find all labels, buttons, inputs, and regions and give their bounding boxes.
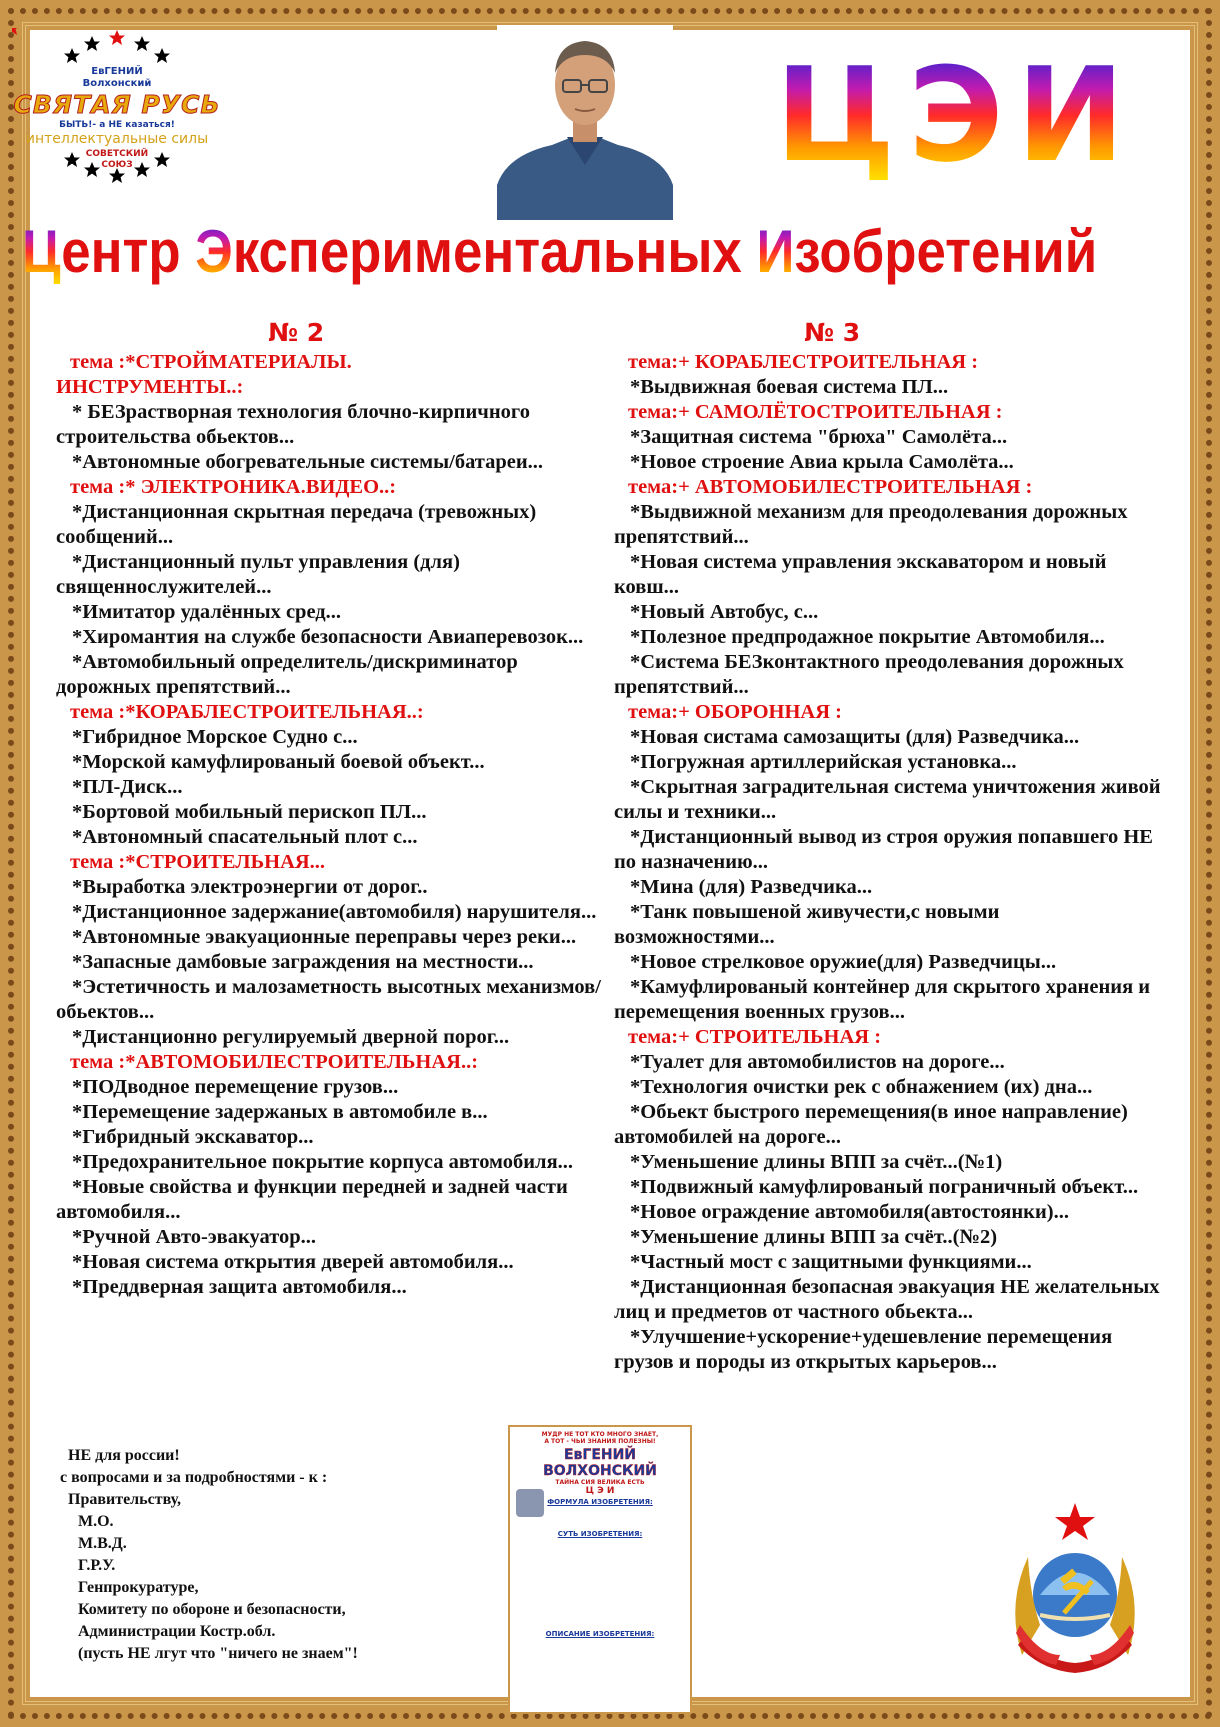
invention-item: *Эстетичность и малозаметность высотных механизмов/обьектов... [56, 976, 601, 1023]
topic-heading: тема :*СТРОЙМАТЕРИАЛЫ. [70, 351, 352, 373]
invention-item: *Подвижный камуфлированый пограничный объект... [630, 1176, 1139, 1198]
mini-quote-2: А ТОТ - ЧЬИ ЗНАНИЯ ПОЛЕЗНЫ! [544, 1438, 656, 1445]
invention-item: *Дистанционная безопасная эвакуация НЕ желательных лиц и предметов от частного обьекта... [614, 1276, 1160, 1323]
invention-item: *Гибридный экскаватор... [72, 1126, 314, 1148]
invention-item: *Камуфлированый контейнер для скрытого хранения и перемещения военных грузов... [614, 976, 1151, 1023]
invention-item: *Автомобильный определитель/дискриминатор дорожных препятствий... [56, 651, 518, 698]
topic-heading: тема :* ЭЛЕКТРОНИКА.ВИДЕО..: [70, 476, 397, 498]
note-line: НЕ для россии! [68, 1447, 180, 1464]
invention-item: *Новая система открытия дверей автомобиля... [72, 1251, 514, 1273]
invention-item: *Перемещение задержаных в автомобиле в... [72, 1101, 488, 1123]
invention-item: *Имитатор удалённых сред... [72, 601, 342, 623]
topic-heading: тема :*КОРАБЛЕСТРОИТЕЛЬНАЯ..: [70, 701, 424, 723]
invention-item: * БЕЗрастворная технология блочно-кирпичного строительства обьектов... [56, 401, 530, 448]
mini-description: ОПИСАНИЕ ИЗОБРЕТЕНИЯ: [545, 1630, 655, 1638]
invention-item: *Запасные дамбовые заграждения на местности... [72, 951, 534, 973]
invention-item: *Морской камуфлированый боевой объект... [72, 751, 485, 773]
invention-item: *Обьект быстрого перемещения(в иное направление) автомобилей на дороге... [614, 1101, 1128, 1148]
invention-item: *Дистанционное задержание(автомобиля) нарушителя... [72, 901, 597, 923]
title-word: ентр [61, 218, 196, 285]
invention-item: *Защитная система "брюха" Самолёта... [630, 426, 1008, 448]
mini-name: ЕвГЕНИЙ ВОЛХОНСКИЙ [543, 1447, 657, 1479]
note-line: Г.Р.У. [78, 1557, 116, 1574]
note-line: (пусть НЕ лгут что "ничего не знаем"! [78, 1645, 358, 1662]
cei-logotype [775, 40, 1125, 190]
invention-item: *Хиромантия на службе безопасности Авиаперевозок... [72, 626, 584, 648]
mini-poster [508, 1425, 692, 1714]
invention-item: *Погружная артиллерийская установка... [630, 751, 1017, 773]
invention-item: *Предохранительное покрытие корпуса автомобиля... [72, 1151, 574, 1173]
invention-item: *ПОДводное перемещение грузов... [72, 1076, 399, 1098]
topic-heading: тема:+ ОБОРОННАЯ : [628, 701, 842, 723]
invention-item: *Бортовой мобильный перископ ПЛ... [72, 801, 427, 823]
mini-photo-icon [516, 1489, 544, 1517]
logo-line-4: БЫТЬ!- а НЕ казаться! [59, 120, 175, 130]
cei-letter: И [1016, 39, 1125, 191]
logo [12, 28, 222, 188]
invention-item: *Частный мост с защитными функциями... [630, 1251, 1032, 1273]
invention-item: *Новый Автобус, с... [630, 601, 819, 623]
invention-item: *Дистанционно регулируемый дверной порог... [72, 1026, 510, 1048]
invention-item: *Выдвижной механизм для преодолевания дорожных препятствий... [614, 501, 1128, 548]
invention-item: *Новое стрелковое оружие(для) Разведчицы... [630, 951, 1057, 973]
invention-item: *Уменьшение длины ВПП за счёт...(№1) [630, 1151, 1003, 1173]
logo-line-2: Волхонский [82, 78, 152, 89]
invention-item: *Новая систама самозащиты (для) Разведчика... [630, 726, 1080, 748]
invention-item: *Выдвижная боевая система ПЛ... [630, 376, 949, 398]
mini-motto: ТАЙНА СИЯ ВЕЛИКА ЕСТЬ [555, 1479, 645, 1486]
column-number-right: № 3 [804, 318, 861, 347]
invention-item: *Туалет для автомобилистов на дороге... [630, 1051, 1005, 1073]
mini-cei: Ц Э И [585, 1486, 615, 1496]
invention-item: *Уменьшение длины ВПП за счёт..(№2) [630, 1226, 998, 1248]
title-cap: Э [195, 218, 233, 285]
invention-item: *Дистанционный пульт управления (для) священнослужителей... [56, 551, 460, 598]
logo-title: СВЯТАЯ РУСЬ [13, 90, 221, 119]
contact-note [60, 1445, 358, 1665]
topic-heading: тема:+ СТРОИТЕЛЬНАЯ : [628, 1026, 882, 1048]
right-column [614, 350, 1162, 1375]
invention-item: *Гибридное Морское Судно с... [72, 726, 358, 748]
cei-letter: Ц [775, 39, 896, 191]
logo-line-7: СОЮЗ [101, 160, 133, 170]
invention-item: *ПЛ-Диск... [72, 776, 183, 798]
person-portrait-icon [497, 25, 673, 220]
invention-item: *Скрытная заградительная система уничтожения живой силы и техники... [614, 776, 1161, 823]
note-line: Генпрокуратуре, [78, 1579, 199, 1596]
topic-heading: тема:+ САМОЛЁТОСТРОИТЕЛЬНАЯ : [628, 401, 1003, 423]
note-line: М.В.Д. [78, 1535, 127, 1552]
mini-formula: ФОРМУЛА ИЗОБРЕТЕНИЯ: [547, 1498, 653, 1506]
invention-item: *Мина (для) Разведчика... [630, 876, 873, 898]
invention-item: *Преддверная защита автомобиля... [72, 1276, 407, 1298]
page-title [22, 218, 1098, 285]
logo-line-5: интеллектуальные силы [25, 131, 209, 147]
invention-item: *Полезное предпродажное покрытие Автомобиля... [630, 626, 1105, 648]
invention-item: *Дистанционный вывод из строя оружия попавшего НЕ по назначению... [614, 826, 1153, 873]
invention-item: *Автономные обогревательные системы/батареи... [72, 451, 544, 473]
invention-item: *Система БЕЗконтактного преодолевания дорожных препятствий... [614, 651, 1124, 698]
title-word: зобретений [794, 218, 1098, 285]
mini-essence: СУТЬ ИЗОБРЕТЕНИЯ: [557, 1530, 643, 1538]
mini-quote-1: МУДР НЕ ТОТ КТО МНОГО ЗНАЕТ, [541, 1431, 659, 1438]
invention-item: *Новые свойства и функции передней и задней части автомобиля... [56, 1176, 568, 1223]
left-column [56, 350, 602, 1300]
invention-item: *Технология очистки рек с обнажением (их) дна... [630, 1076, 1093, 1098]
topic-heading: тема :*СТРОИТЕЛЬНАЯ... [70, 851, 326, 873]
title-cap: Ц [22, 218, 62, 285]
invention-item: *Дистанционная скрытная передача (тревожных) сообщений... [56, 501, 537, 548]
invention-item: *Выработка электроэнергии от дорог.. [72, 876, 428, 898]
note-line: Комитету по обороне и безопасности, [78, 1601, 346, 1618]
note-line: Администрации Костр.обл. [78, 1623, 276, 1640]
topic-heading: тема:+ КОРАБЛЕСТРОИТЕЛЬНАЯ : [628, 351, 979, 373]
title-word: кспериментальных [232, 218, 757, 285]
note-line: Правительству, [68, 1491, 182, 1508]
logo-line-6: СОВЕТСКИЙ [85, 149, 149, 159]
column-number-left: № 2 [268, 318, 325, 347]
author-photo [497, 25, 673, 220]
logo-line-1: ЕвГЕНИЙ [91, 66, 143, 77]
invention-item: *Ручной Авто-эвакуатор... [72, 1226, 317, 1248]
invention-item: *Улучшение+ускорение+удешевление перемещения грузов и породы из открытых карьеров... [614, 1326, 1113, 1373]
topic-heading: тема:+ АВТОМОБИЛЕСТРОИТЕЛЬНАЯ : [628, 476, 1033, 498]
cei-letter: Э [908, 39, 1004, 191]
invention-item: *Новое ограждение автомобиля(автостоянки)... [630, 1201, 1069, 1223]
invention-item: *Новая система управления экскаватором и новый ковш... [614, 551, 1107, 598]
invention-item: *Танк повышеной живучести,с новыми возможностями... [614, 901, 1000, 948]
invention-item: *Автономные эвакуационные переправы через реки... [72, 926, 577, 948]
note-line: М.О. [78, 1513, 114, 1530]
ussr-emblem-icon [1000, 1495, 1150, 1685]
note-line: с вопросами и за подробностями - к : [60, 1469, 328, 1486]
topic-heading: ИНСТРУМЕНТЫ..: [56, 376, 244, 398]
invention-item: *Автономный спасательный плот с... [72, 826, 418, 848]
title-cap: И [756, 218, 795, 285]
topic-heading: тема :*АВТОМОБИЛЕСТРОИТЕЛЬНАЯ..: [70, 1051, 479, 1073]
invention-item: *Новое строение Авиа крыла Самолёта... [630, 451, 1014, 473]
